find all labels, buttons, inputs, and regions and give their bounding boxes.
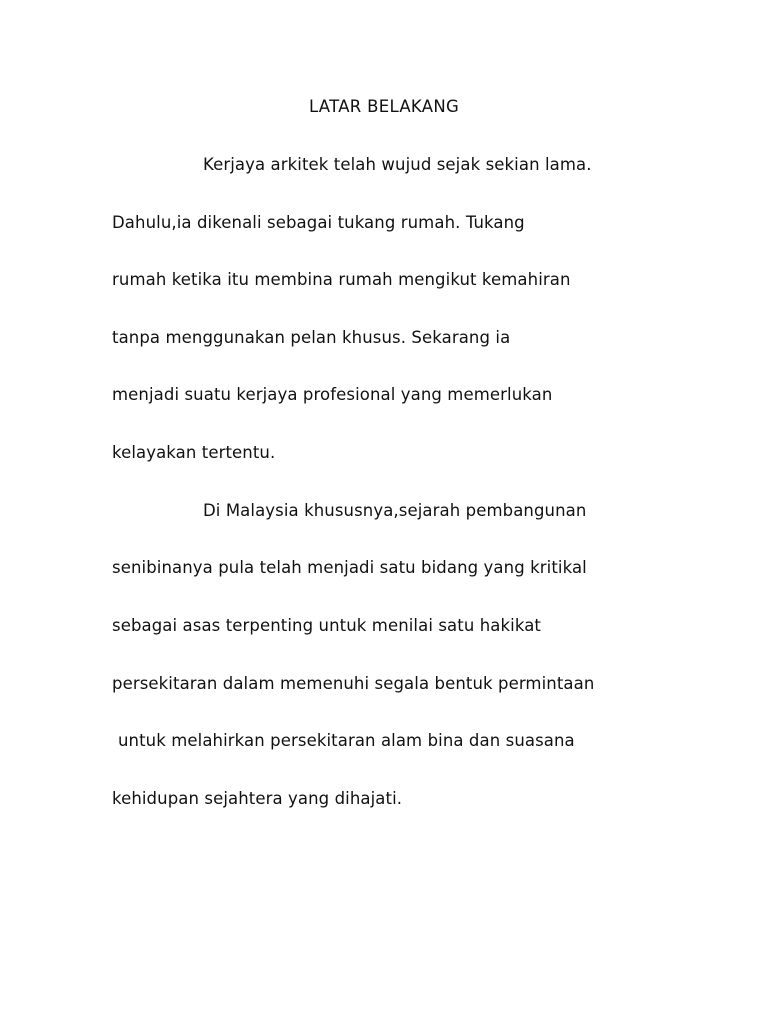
text-line: persekitaran dalam memenuhi segala bentuk permintaan	[112, 674, 595, 693]
text-line: senibinanya pula telah menjadi satu bidang yang kritikal	[112, 558, 587, 577]
document-title: LATAR BELAKANG	[308, 97, 460, 116]
text-line: rumah ketika itu membina rumah mengikut kemahiran	[112, 270, 571, 289]
text-line: kehidupan sejahtera yang dihajati.	[112, 789, 403, 808]
text-line: kelayakan tertentu.	[112, 443, 276, 462]
text-line: menjadi suatu kerjaya profesional yang memerlukan	[112, 385, 553, 404]
text-line: Di Malaysia khususnya,sejarah pembangunan	[203, 501, 587, 520]
text-line: Dahulu,ia dikenali sebagai tukang rumah. Tukang	[112, 213, 525, 232]
text-line: tanpa menggunakan pelan khusus. Sekarang ia	[112, 328, 511, 347]
text-line: sebagai asas terpenting untuk menilai satu hakikat	[112, 616, 541, 635]
text-line: Kerjaya arkitek telah wujud sejak sekian lama.	[203, 155, 592, 174]
text-line: untuk melahirkan persekitaran alam bina dan suasana	[118, 731, 575, 750]
